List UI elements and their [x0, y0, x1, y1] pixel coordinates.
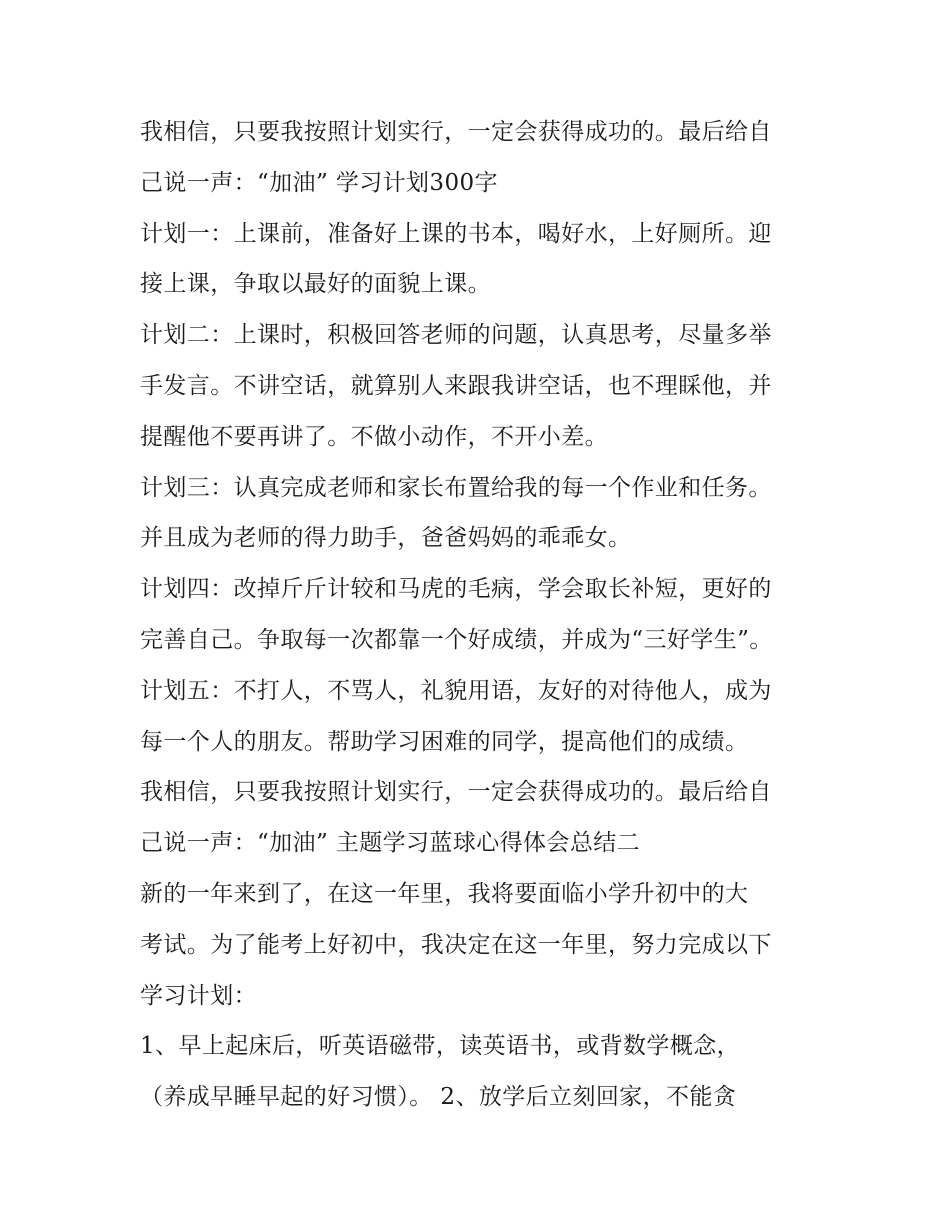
text-line: 手发言。不讲空话，就算别人来跟我讲空话，也不理睬他，并: [140, 372, 772, 399]
document-body: [140, 107, 820, 1123]
text-line: 计划一：上课前，准备好上课的书本，喝好水，上好厕所。迎: [140, 220, 772, 247]
text-line: 学习计划：: [140, 982, 257, 1009]
text-line: 计划四：改掉斤斤计较和马虎的毛病，学会取长补短，更好的: [140, 576, 772, 603]
text-line: 计划二：上课时，积极回答老师的问题，认真思考，尽量多举: [140, 322, 772, 349]
text-line: 我相信，只要我按照计划实行，一定会获得成功的。最后给自: [140, 119, 772, 145]
text-line: 提醒他不要再讲了。不做小动作，不开小差。: [140, 423, 608, 450]
text-line: （养成早睡早起的好习惯）。 2、放学后立刻回家，不能贪: [140, 1084, 737, 1111]
text-line: 完善自己。争取每一次都靠一个好成绩，并成为“三好学生”。: [140, 626, 773, 653]
text-line: 己说一声：“加油” 主题学习蓝球心得体会总结二: [140, 830, 641, 857]
text-line: 并且成为老师的得力助手，爸爸妈妈的乖乖女。: [140, 525, 632, 552]
text-line: 己说一声：“加油” 学习计划300字: [140, 169, 498, 196]
text-line: 接上课，争取以最好的面貌上课。: [140, 271, 491, 298]
text-line: 新的一年来到了，在这一年里，我将要面临小学升初中的大: [140, 880, 749, 907]
text-line: 考试。为了能考上好初中，我决定在这一年里，努力完成以下: [140, 931, 772, 958]
text-line: 每一个人的朋友。帮助学习困难的同学，提高他们的成绩。: [140, 728, 749, 755]
text-line: 计划三：认真完成老师和家长布置给我的每一个作业和任务。: [140, 474, 772, 501]
text-line: 计划五：不打人，不骂人，礼貌用语，友好的对待他人，成为: [140, 677, 772, 704]
text-line: 1、早上起床后，听英语磁带，读英语书，或背数学概念，: [140, 1033, 741, 1060]
text-line: 我相信，只要我按照计划实行，一定会获得成功的。最后给自: [140, 779, 772, 806]
